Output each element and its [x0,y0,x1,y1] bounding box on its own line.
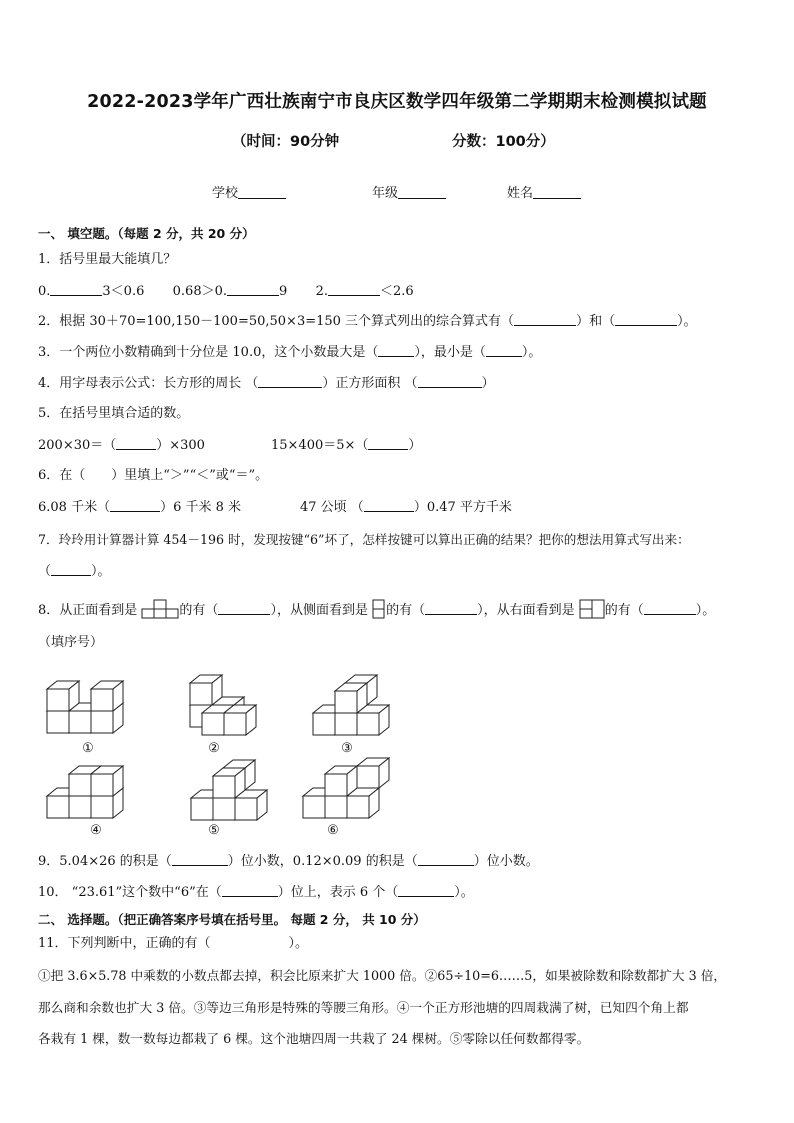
q4 [38,375,495,392]
school-label: 学校 [212,186,239,201]
q9 [38,853,539,870]
q1-c-blank[interactable] [328,283,380,296]
q7-ans-pre: （ [38,564,52,579]
cube-face [69,774,91,796]
q10-mid: ）位上，表示 6 个（ [277,885,399,900]
cube-face [202,713,224,735]
q9-post: ）位小数。 [473,854,539,869]
q4-blank-2[interactable] [418,375,482,388]
q4-post: ） [481,376,495,391]
exam-time: （时间：90分钟 [232,134,340,150]
q8-text-a: 8．从正面看到是 [38,603,138,618]
cube-face [235,798,257,820]
cube-face [325,774,347,796]
q3-post: ）。 [521,345,542,360]
q2 [38,313,697,330]
figure-label-1: ① [82,741,94,756]
q4-blank-1[interactable] [258,375,322,388]
q9-blank-2[interactable] [418,853,474,866]
q3-blank-1[interactable] [378,344,414,357]
q5-a-pre: 200×30＝（ [38,438,117,453]
q2-blank-1[interactable] [514,313,576,326]
q3-mid: ），最小是（ [414,345,486,360]
q5-a-blank[interactable] [116,437,156,450]
q3-pre: 3．一个两位小数精确到十分位是 10.0，这个小数最大是（ [38,345,379,360]
q6-a [38,499,241,516]
cube-face [47,711,69,733]
q11-stem: 11．下列判断中，正确的有（ ）。 [38,936,309,951]
grade-field [372,182,446,201]
cube-face [347,796,369,818]
q8-text-e: ），从右面看到是 [477,603,575,618]
q7-blank[interactable] [51,563,91,576]
q10-blank-2[interactable] [398,884,454,897]
cube-face [190,683,212,705]
q8-text-f: 的有（ [604,603,644,618]
q6-b-blank[interactable] [364,499,414,512]
cube-face [213,776,235,798]
q7-stem: 7．玲玲用计算器计算 454－196 时，发现按键“6”坏了，怎样按键可以算出正确的结果？把你的想法用算式写出来： [38,532,690,547]
q1-c-pre: 2. [315,284,328,299]
school-field [212,182,286,201]
section-2-heading: 二、 选择题。（把正确答案序号填在括号里。 每题 2 分， 共 10 分） [38,912,426,927]
school-blank[interactable] [238,185,286,199]
cube-face [91,689,113,711]
cube-face [303,796,325,818]
figure-label-3: ③ [341,741,353,756]
q11-line-3: 各栽有 1 棵，数一数每边都栽了 6 棵。这个池塘四周一共栽了 24 棵树。⑤零除以任何数都得零。 [38,1031,590,1046]
q9-blank-1[interactable] [172,853,228,866]
q6-b-post: ）0.47 平方千米 [413,500,512,515]
right-view-shape [579,599,605,619]
q2-mid: ）和（ [576,314,616,329]
q1-c-post: ＜2.6 [379,284,414,299]
q1-b-blank[interactable] [227,283,279,296]
q10-pre: 10． “23.61”这个数中“6”在（ [38,885,222,900]
cube-figure-5 [188,750,288,822]
q6-b-pre: 47 公顷 （ [300,500,364,515]
cube-face [325,796,347,818]
cube-face [91,711,113,733]
q8-text-d: 的有（ [386,603,426,618]
cube-face [47,689,69,711]
q1-b-post: 9 [279,284,288,299]
front-view-shape [141,599,179,619]
section-1-heading: 一、 填空题。（每题 2 分，共 20 分） [38,226,255,241]
q4-mid: ）正方形面积 （ [322,376,418,391]
q3-blank-2[interactable] [486,344,522,357]
q10 [38,884,474,901]
q8-blank-2[interactable] [425,602,477,615]
q8-note: （填序号） [38,635,104,650]
q1-a-blank[interactable] [50,283,102,296]
figure-label-5: ⑤ [208,823,220,838]
cube-face [191,798,213,820]
cube-face [224,713,246,735]
q8-blank-1[interactable] [218,602,270,615]
figure-label-4: ④ [90,823,102,838]
page-title: 2022-2023学年广西壮族南宁市良庆区数学四年级第二学期期末检测模拟试题 [87,92,707,112]
q1-a-pre: 0. [38,284,51,299]
q6-a-pre: 6.08 千米（ [38,500,111,515]
q5-stem: 5．在括号里填合适的数。 [38,406,190,421]
q2-post: ）。 [677,314,697,329]
cube-figure-3 [310,665,410,737]
figure-label-6: ⑥ [327,823,339,838]
grade-label: 年级 [372,186,399,201]
q6-a-post: ）6 千米 8 米 [160,500,242,515]
q7-answer [38,563,111,580]
q5-b-blank[interactable] [368,437,408,450]
name-label: 姓名 [507,186,534,201]
q5-b-post: ） [408,438,422,453]
cube-face [69,796,91,818]
q8-text-c: ），从侧面看到是 [270,603,368,618]
q4-pre: 4．用字母表示公式：长方形的周长 （ [38,376,259,391]
q6-stem: 6．在（ ）里填上“＞”“＜”或“＝”。 [38,468,269,483]
cube-figure-4 [44,760,144,822]
q9-mid: ）位小数，0.12×0.09 的积是（ [227,854,418,869]
figure-label-2: ② [208,741,220,756]
cube-face [313,713,335,735]
cube-figure-2 [177,665,277,737]
name-blank[interactable] [533,185,581,199]
q8-text-g: ）。 [695,603,716,618]
cube-face [357,713,379,735]
cube-face [335,691,357,713]
q5-b-pre: 15×400＝5×（ [271,438,369,453]
grade-blank[interactable] [398,185,446,199]
q1-a-post: 3＜0.6 [102,284,145,299]
q8-text-b: 的有（ [179,603,219,618]
q8-blank-3[interactable] [644,602,696,615]
cube-face [69,711,91,733]
cube-face [47,796,69,818]
q5-a [38,437,205,454]
q7-ans-post: ）。 [91,564,111,579]
cube-face [213,798,235,820]
q5-a-post: ）×300 [156,438,205,453]
q10-post: ）。 [454,885,474,900]
cube-face [91,774,113,796]
q2-blank-2[interactable] [615,313,677,326]
q8-line [38,599,715,619]
q6-b [300,499,512,516]
q6-a-blank[interactable] [110,499,160,512]
q11-line-1: ①把 3.6×5.78 中乘数的小数点都去掉，积会比原来扩大 1000 倍。②65÷10=6……5，如果被除数和除数都扩大 3 倍， [38,968,727,983]
name-field [507,182,581,201]
cube-figure-1 [44,675,144,737]
exam-score: 分数：100分） [452,134,555,150]
q10-blank-1[interactable] [222,884,278,897]
q2-pre: 2．根据 30＋70=100,150－100=50,50×3=150 三个算式列出的综合算式有（ [38,314,515,329]
cube-face [335,713,357,735]
cube-face [357,766,379,788]
q1-stem: 1．括号里最大能填几？ [38,252,177,267]
q5-b [271,437,421,454]
cube-face [91,796,113,818]
side-view-shape [372,599,386,619]
q11-line-2: 那么商和余数也扩大 3 倍。③等边三角形是特殊的等腰三角形。④一个正方形池塘的四周栽满了树，已知四个角上都 [38,1000,689,1015]
q1-b-pre: 0.68＞0. [172,284,227,299]
q9-pre: 9．5.04×26 的积是（ [38,854,172,869]
q1-items [38,283,414,300]
q3 [38,344,541,361]
cube-figure-6 [300,760,400,822]
